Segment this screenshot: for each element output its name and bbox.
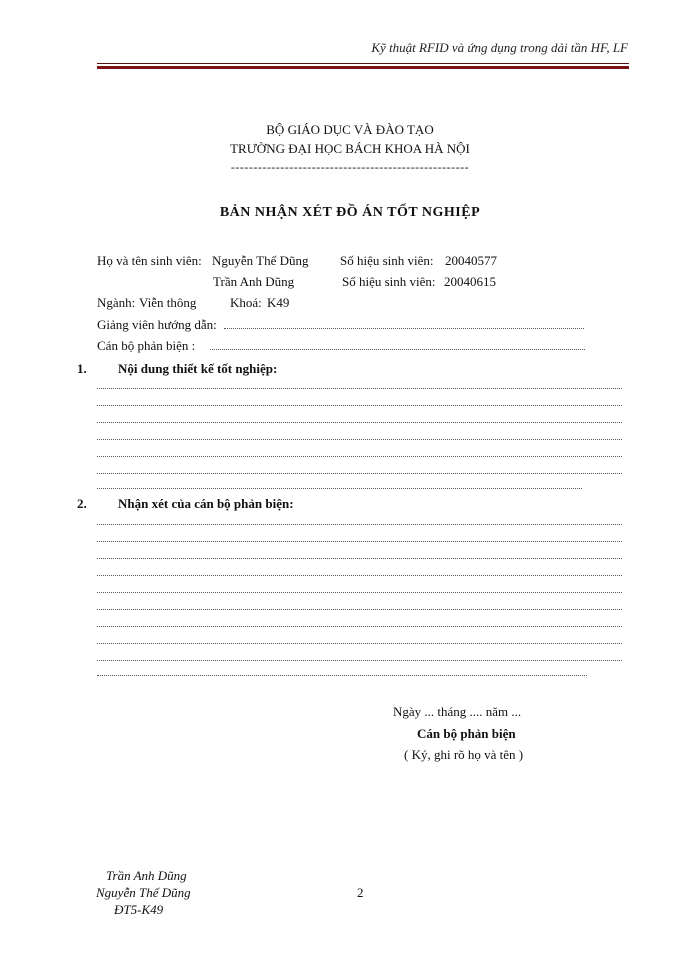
section-1-title: Nội dung thiết kế tốt nghiệp: xyxy=(118,361,278,376)
student-name-2: Trần Anh Dũng xyxy=(213,274,295,289)
student-name-label: Họ và tên sinh viên: xyxy=(97,253,202,268)
section-1-line xyxy=(97,473,622,474)
reviewer-label: Cán bộ phản biện : xyxy=(97,338,196,353)
supervisor-field-line xyxy=(224,328,584,329)
course-label: Khoá: xyxy=(230,295,262,310)
date-line: Ngày ... tháng .... năm ... xyxy=(393,704,522,719)
section-2-line xyxy=(97,575,622,576)
section-1-line xyxy=(97,456,622,457)
section-1-line xyxy=(97,439,622,440)
student-name-1: Nguyễn Thế Dũng xyxy=(212,253,309,268)
section-2-line xyxy=(97,643,622,644)
section-2-line xyxy=(97,609,622,610)
section-2-line xyxy=(97,524,622,525)
section-1-line xyxy=(97,422,622,423)
university-name: TRƯỜNG ĐẠI HỌC BÁCH KHOA HÀ NỘI xyxy=(230,141,470,156)
separator-dashes: ----------------------------------------------------- xyxy=(230,160,470,174)
section-2-line xyxy=(97,592,622,593)
supervisor-label: Giảng viên hướng dẫn: xyxy=(97,317,217,332)
footer-author-1: Trần Anh Dũng xyxy=(106,868,187,883)
major-label: Ngành: xyxy=(97,295,136,310)
reviewer-field-line xyxy=(210,349,585,350)
section-2-line xyxy=(97,558,622,559)
student-id-1: 20040577 xyxy=(445,253,497,268)
student-id-2: 20040615 xyxy=(444,274,496,289)
section-1-line xyxy=(97,388,622,389)
signature-instruction: ( Ký, ghi rõ họ và tên ) xyxy=(404,747,524,762)
section-2-line xyxy=(97,541,622,542)
footer-class: ĐT5-K49 xyxy=(114,902,164,917)
signature-role: Cán bộ phản biện xyxy=(417,726,516,741)
section-2-title: Nhận xét của cán bộ phản biện: xyxy=(118,496,294,511)
student-id-label-2: Số hiệu sinh viên: xyxy=(342,274,436,289)
section-1-line xyxy=(97,405,622,406)
footer-author-2: Nguyễn Thế Dũng xyxy=(96,885,191,900)
course-value: K49 xyxy=(267,295,290,310)
document-title: BẢN NHẬN XÉT ĐỒ ÁN TỐT NGHIỆP xyxy=(219,205,481,220)
section-2-line xyxy=(97,660,622,661)
page-number: 2 xyxy=(357,885,364,900)
major-value: Viễn thông xyxy=(139,295,197,310)
section-1-line xyxy=(97,488,582,489)
running-header: Kỹ thuật RFID và ứng dụng trong dải tần HF, LF xyxy=(371,40,628,55)
student-id-label-1: Số hiệu sinh viên: xyxy=(340,253,434,268)
section-2-number: 2. xyxy=(77,496,87,511)
ministry-name: BỘ GIÁO DỤC VÀ ĐÀO TẠO xyxy=(266,122,434,137)
header-rule-thin xyxy=(97,63,629,64)
header-rule-thick xyxy=(97,66,629,69)
section-1-number: 1. xyxy=(77,361,87,376)
section-2-line xyxy=(97,626,622,627)
section-2-line xyxy=(97,675,587,676)
